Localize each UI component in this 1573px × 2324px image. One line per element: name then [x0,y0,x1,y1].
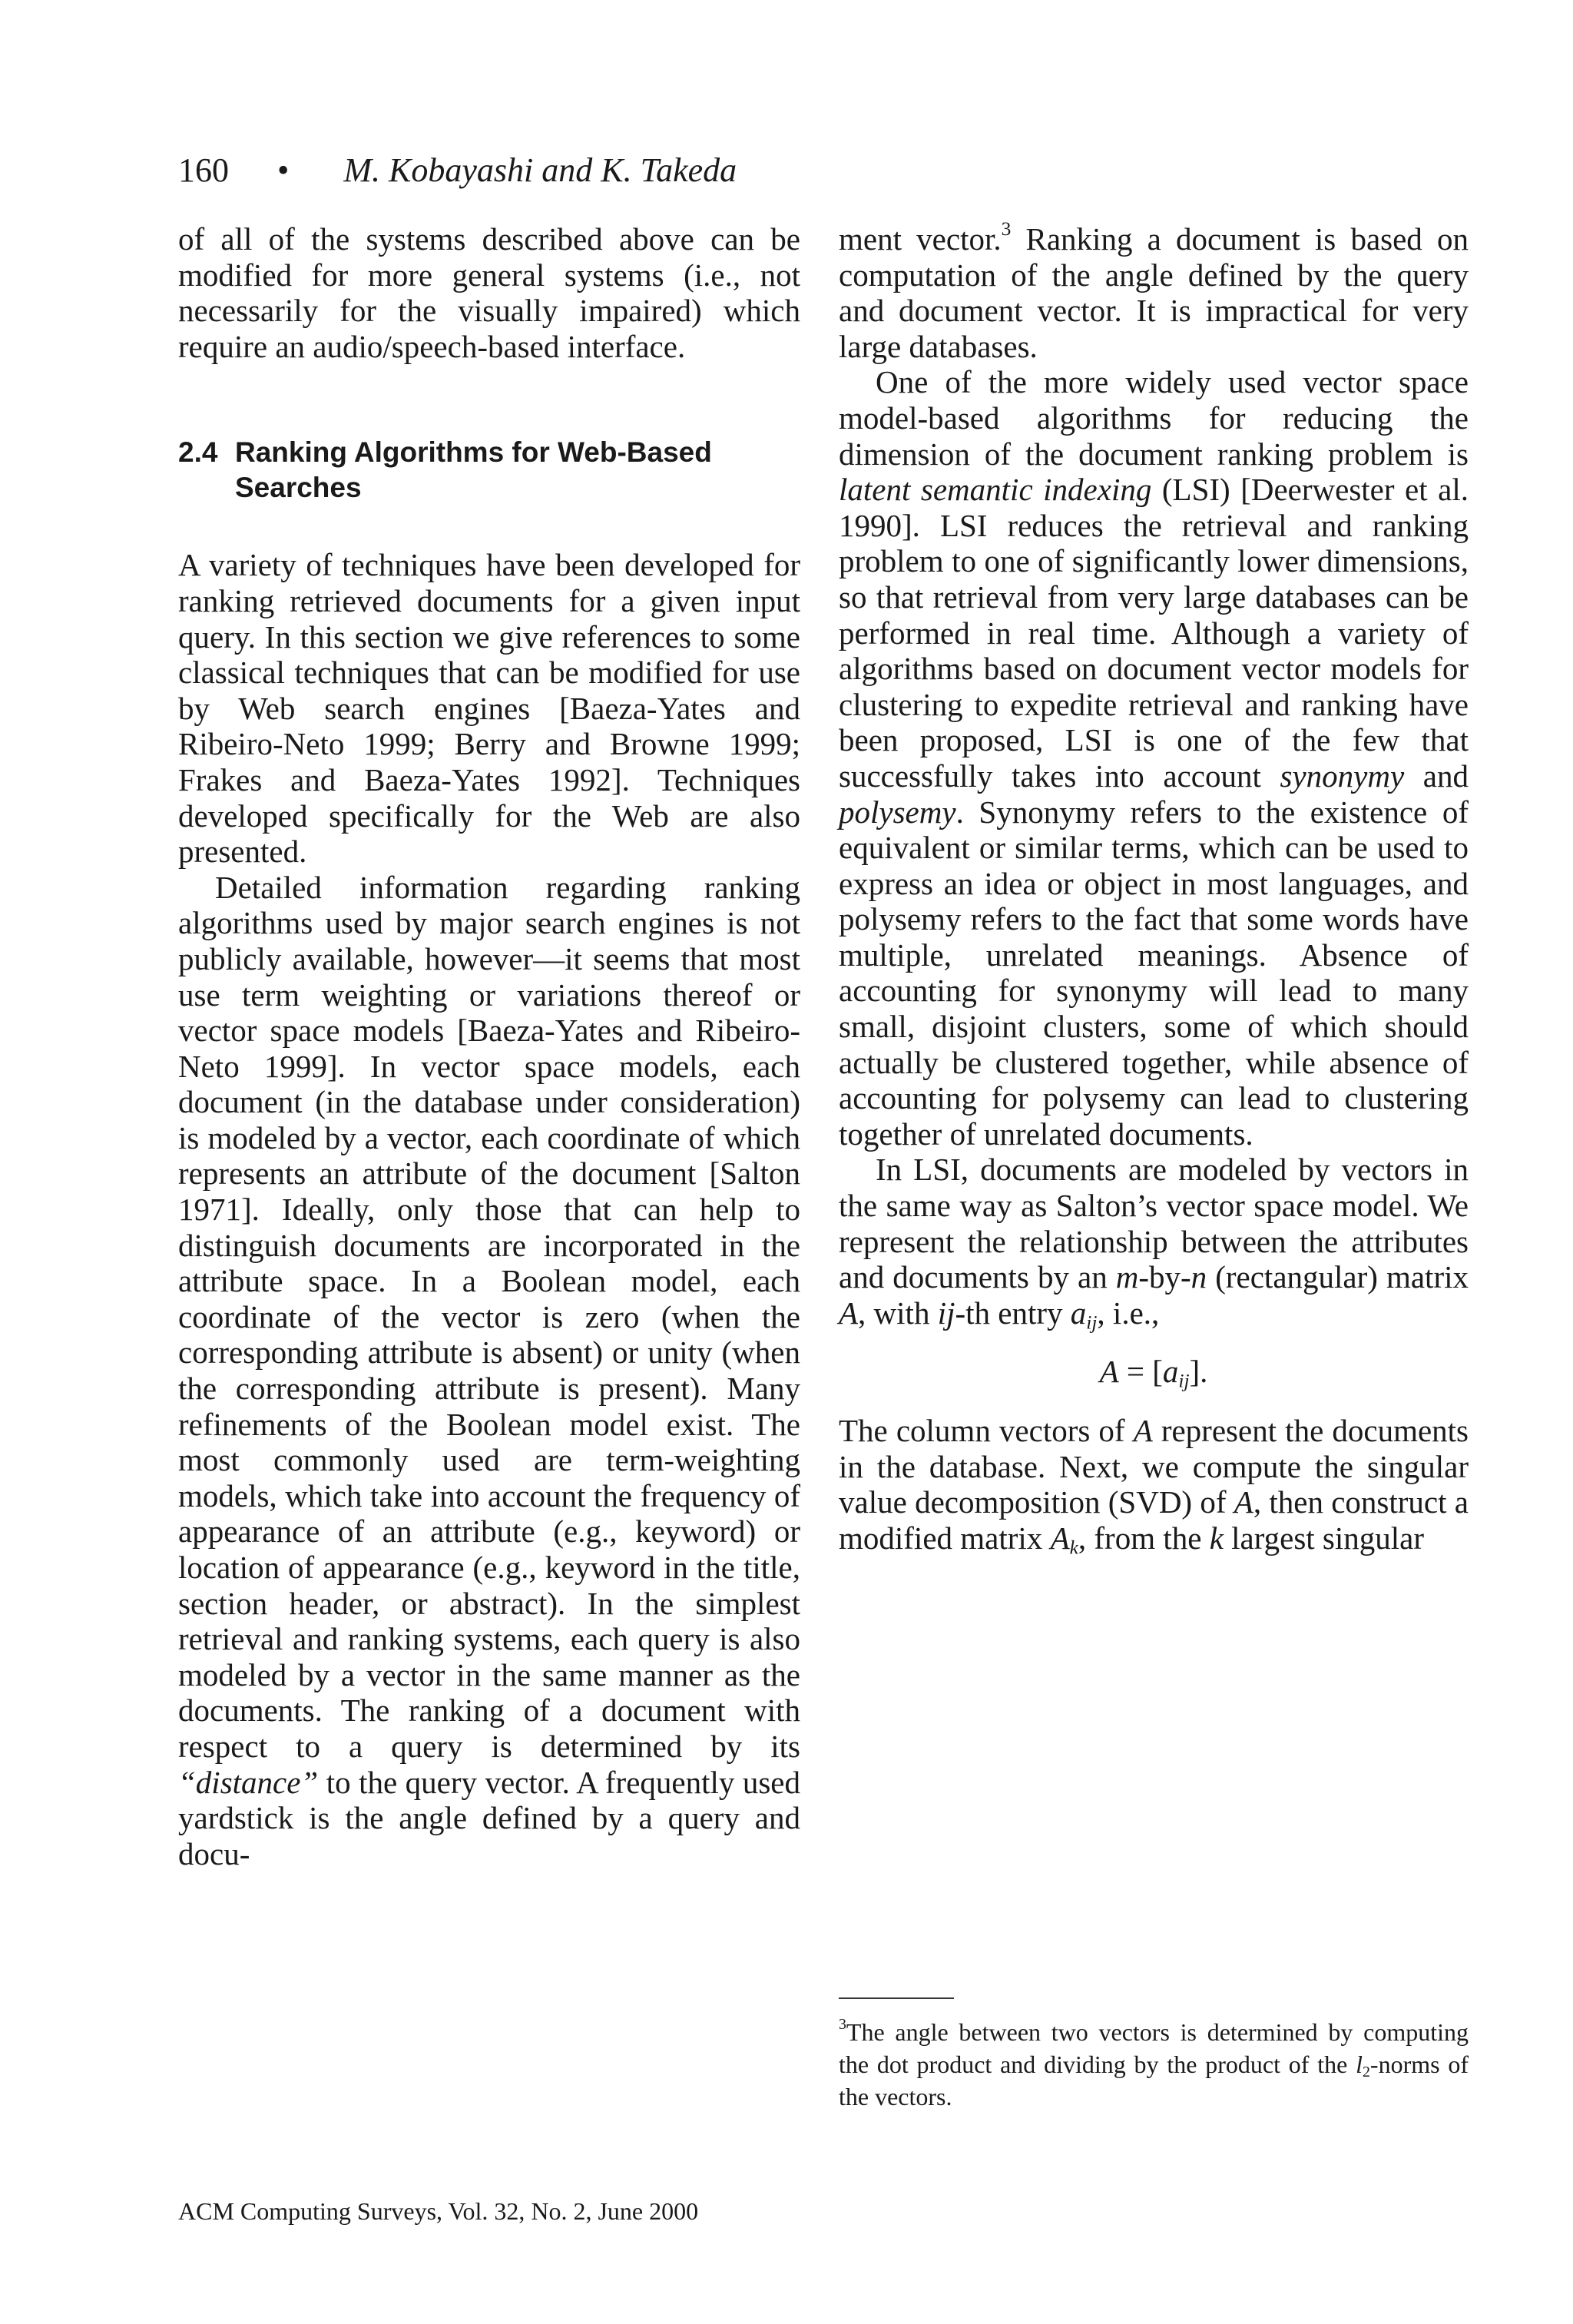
formula-sub: ij [1178,1370,1190,1392]
subscript-ij [1086,1311,1097,1333]
text-run: , then construct a modified matrix [839,1484,1469,1556]
formula-lhs: A [1099,1354,1119,1390]
var-A: A [839,1295,859,1331]
text-run: , with [858,1295,938,1331]
section-heading [178,435,800,506]
text-run: In LSI, documents are modeled by vectors in the same way as Salton’s vector space model. We represent the relationship between the attributes and documents by an [839,1152,1469,1295]
footnote-marker: 3 [1001,217,1012,240]
var-A: A [1234,1484,1253,1520]
formula-end: ]. [1189,1354,1208,1390]
text-run: largest singular [1223,1520,1425,1556]
running-header [178,148,946,194]
text-run: represent the documents in the database. Next, we compute the singular value decomposition (SVD) of [839,1413,1469,1520]
text-run: and [1404,758,1469,794]
right-column [839,217,1469,1559]
text-run: The column vectors of [839,1413,1134,1448]
var-m: m [1115,1259,1139,1295]
text-run: (rectangular) matrix [1207,1259,1469,1295]
var-k-sub: k [1069,1537,1078,1559]
var-n: n [1191,1259,1207,1295]
synonymy-term: synonymy [1280,758,1405,794]
paragraph-lsi-model [839,1152,1469,1334]
page-number: 160 [178,151,229,189]
footnote [839,2016,1469,2113]
paragraph-lsi [839,364,1469,1152]
text-run: Ranking a document is based on computation of the angle defined by the query and document vector. It is impractical for very large databases. [839,221,1469,364]
subscript-k [1070,1537,1078,1558]
section-number: 2.4 [178,436,218,469]
lsi-term: latent semantic indexing [839,472,1152,508]
subscript-2: 2 [1362,2063,1370,2080]
text-run: -th entry [955,1295,1071,1331]
polysemy-term: polysemy [839,794,956,830]
left-column [178,221,800,1871]
header-bullet: • [277,151,290,189]
paragraph-ranking-details [178,870,800,1872]
var-A: A [1133,1413,1153,1448]
text-run: The angle between two vectors is determined by computing the dot product and dividing by the product of the [839,2018,1469,2078]
var-a: a [1070,1295,1087,1331]
text-run: One of the more widely used vector space model-based algorithms for reducing the dimension of the document ranking problem is [839,364,1469,472]
paragraph-continuation [839,217,1469,364]
formula-eq: = [ [1118,1354,1163,1390]
distance-term: “distance” [178,1764,319,1800]
text-run: (LSI) [Deerwester et al. 1990]. LSI reduces the retrieval and ranking problem to one of significantly lower dimensions, so that retrieval from very large databases can be performed in real time. Although a variety of algorithms based on document vector models for clustering to expedite retrieval and ranking have been proposed, LSI is one of the few that successfully takes into account [839,472,1469,794]
paragraph-continuation: of all of the systems described above can be modified for more general systems (i.e., not necessarily for the visually impaired) which require an audio/speech-based interface. [178,221,800,364]
text-run: , from the [1078,1520,1210,1556]
text-run: Detailed information regarding ranking algorithms used by major search engines is not publicly available, however—it seems that most use term weighting or variations thereof or vector space models [Baeza-Yates and Ribeiro-Neto 1999]. In vector space models, each document (in the database under consideration) is modeled by a vector, each coordinate of which represents an attribute of the document [Salton 1971]. Ideally, only those that can help to distinguish documents are incorporated in the attribute space. In a Boolean model, each coordinate of the vector is zero (when the corresponding attribute is absent) or unity (when the corresponding attribute is present). Many refinements of the Boolean model exist. The most commonly used are term-weighting models, which take into account the frequency of appearance of an attribute (e.g., keyword) or location of appearance (e.g., keyword in the title, section header, or abstract). In the simplest retrieval and ranking systems, each query is also modeled by a vector in the same manner as the documents. The ranking of a document with respect to a query is determined by its [178,869,800,1764]
formula-a: a [1162,1354,1179,1390]
var-l: l [1356,2050,1363,2078]
var-A: A [1050,1520,1070,1556]
text-run: -norms of the vectors. [839,2050,1469,2110]
var-k: k [1209,1520,1224,1556]
var-ij-sub: ij [1086,1311,1098,1334]
text-run: -by- [1138,1259,1191,1295]
header-authors: M. Kobayashi and K. Takeda [343,151,737,189]
footnote-rule [839,1997,954,1999]
text-run: , i.e., [1097,1295,1160,1331]
equation [839,1354,1469,1390]
paragraph-svd [839,1413,1469,1559]
text-run: . Synonymy refers to the existence of equivalent or similar terms, which can be used to express an idea or object in most languages, and polysemy refers to the fact that some words have multiple, unrelated meanings. Absence of accounting for synonymy will lead to many small, disjoint clusters, some of which should actually be clustered together, while absence of accounting for polysemy can lead to clustering together of unrelated documents. [839,794,1469,1152]
text-run: ment vector. [839,221,1002,257]
journal-footer: ACM Computing Surveys, Vol. 32, No. 2, June 2000 [178,2197,699,2225]
text-run: to the query vector. A frequently used yardstick is the angle defined by a query and docu- [178,1764,800,1871]
section-title: Ranking Algorithms for Web-Based Searches [235,436,712,504]
paragraph-ranking-intro: A variety of techniques have been developed for ranking retrieved documents for a given input query. In this section we give references to some classical techniques that can be modified for use by Web search engines [Baeza-Yates and Ribeiro-Neto 1999; Berry and Browne 1999; Frakes and Baeza-Yates 1992]. Techniques developed specifically for the Web are also presented. [178,547,800,870]
var-ij: ij [937,1295,955,1331]
footnote-number: 3 [839,2016,846,2034]
formula-subscript [1178,1371,1189,1392]
